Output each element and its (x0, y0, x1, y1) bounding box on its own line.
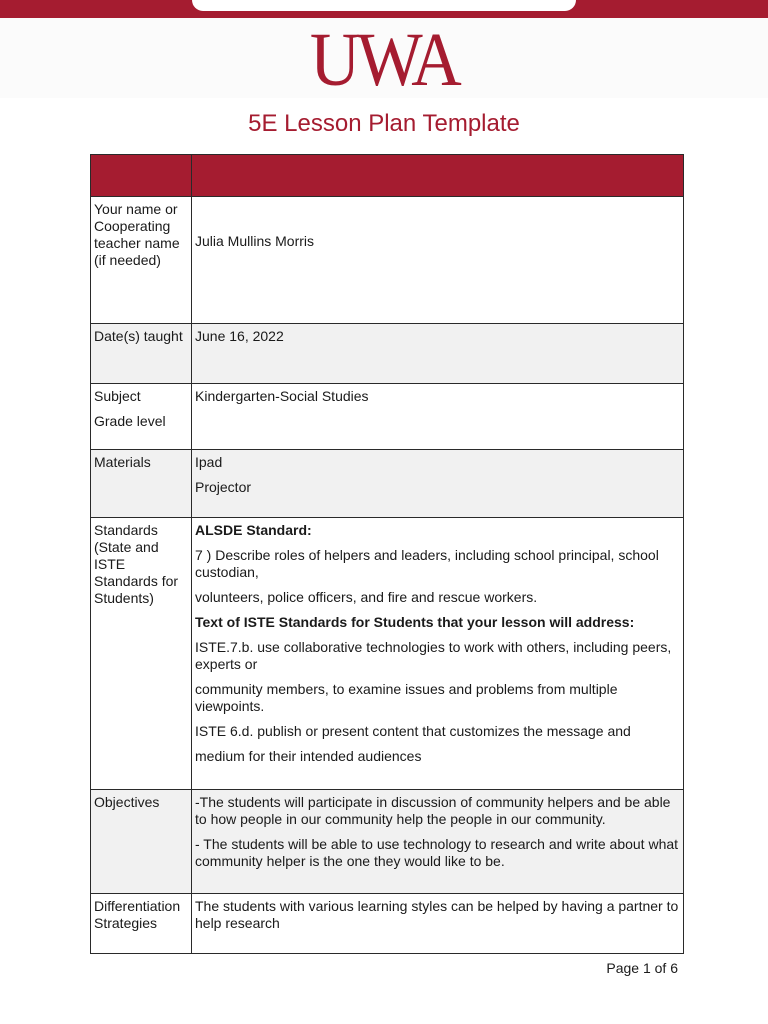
row-value-name: Julia Mullins Morris (192, 197, 684, 324)
alsde-text: volunteers, police officers, and fire and rescue workers. (195, 589, 538, 605)
table-row-subject (91, 384, 684, 450)
row-label-objectives: Objectives (91, 790, 192, 894)
row-label-name: Your name or Cooperating teacher name (if needed) (91, 197, 192, 324)
table-row-name (91, 197, 684, 324)
row-value-differentiation: The students with various learning styles can be helped by having a partner to help research (192, 894, 684, 954)
row-label-differentiation: Differentiation Strategies (91, 894, 192, 954)
lesson-plan-table (90, 154, 684, 954)
objective-item: -The students will participate in discussion of community helpers and be able to how people in our community help the people in our community. (195, 794, 671, 827)
top-banner (0, 0, 768, 18)
label-subject: Subject (94, 388, 141, 404)
row-label-standards: Standards (State and ISTE Standards for Students) (91, 518, 192, 790)
row-label-dates: Date(s) taught (91, 324, 192, 384)
page-number: Page 1 of 6 (606, 960, 678, 976)
objective-item: - The students will be able to use technology to research and write about what community helper is the one they would like to be. (195, 836, 679, 869)
table-row-standards (91, 518, 684, 790)
row-value-subject: Kindergarten-Social Studies (192, 384, 684, 450)
row-value-materials (192, 450, 684, 518)
alsde-heading: ALSDE Standard: (195, 522, 312, 538)
row-value-objectives (192, 790, 684, 894)
table-row-dates (91, 324, 684, 384)
row-label-subject (91, 384, 192, 450)
row-label-materials: Materials (91, 450, 192, 518)
page-title: 5E Lesson Plan Template (248, 110, 520, 137)
iste-text: medium for their intended audiences (195, 748, 422, 764)
table-row-differentiation (91, 894, 684, 954)
row-value-standards (192, 518, 684, 790)
iste-text: ISTE.7.b. use collaborative technologies to work with others, including peers, experts or (195, 639, 672, 672)
top-banner-tab (192, 0, 576, 11)
material-item: Projector (195, 479, 252, 495)
table-row-objectives (91, 790, 684, 894)
material-item: Ipad (195, 454, 223, 470)
iste-text: community members, to examine issues and problems from multiple viewpoints. (195, 681, 618, 714)
row-value-dates: June 16, 2022 (192, 324, 684, 384)
alsde-text: 7 ) Describe roles of helpers and leaders, including school principal, school custodian, (195, 547, 659, 580)
iste-text: ISTE 6.d. publish or present content that customizes the message and (195, 723, 631, 739)
table-header-row (91, 155, 684, 197)
header-cell-label (91, 155, 192, 197)
table-row-materials (91, 450, 684, 518)
label-grade-level: Grade level (94, 413, 166, 429)
header-cell-value (192, 155, 684, 197)
iste-heading: Text of ISTE Standards for Students that your lesson will address: (195, 614, 635, 630)
uwa-logo: UWA (309, 18, 459, 102)
